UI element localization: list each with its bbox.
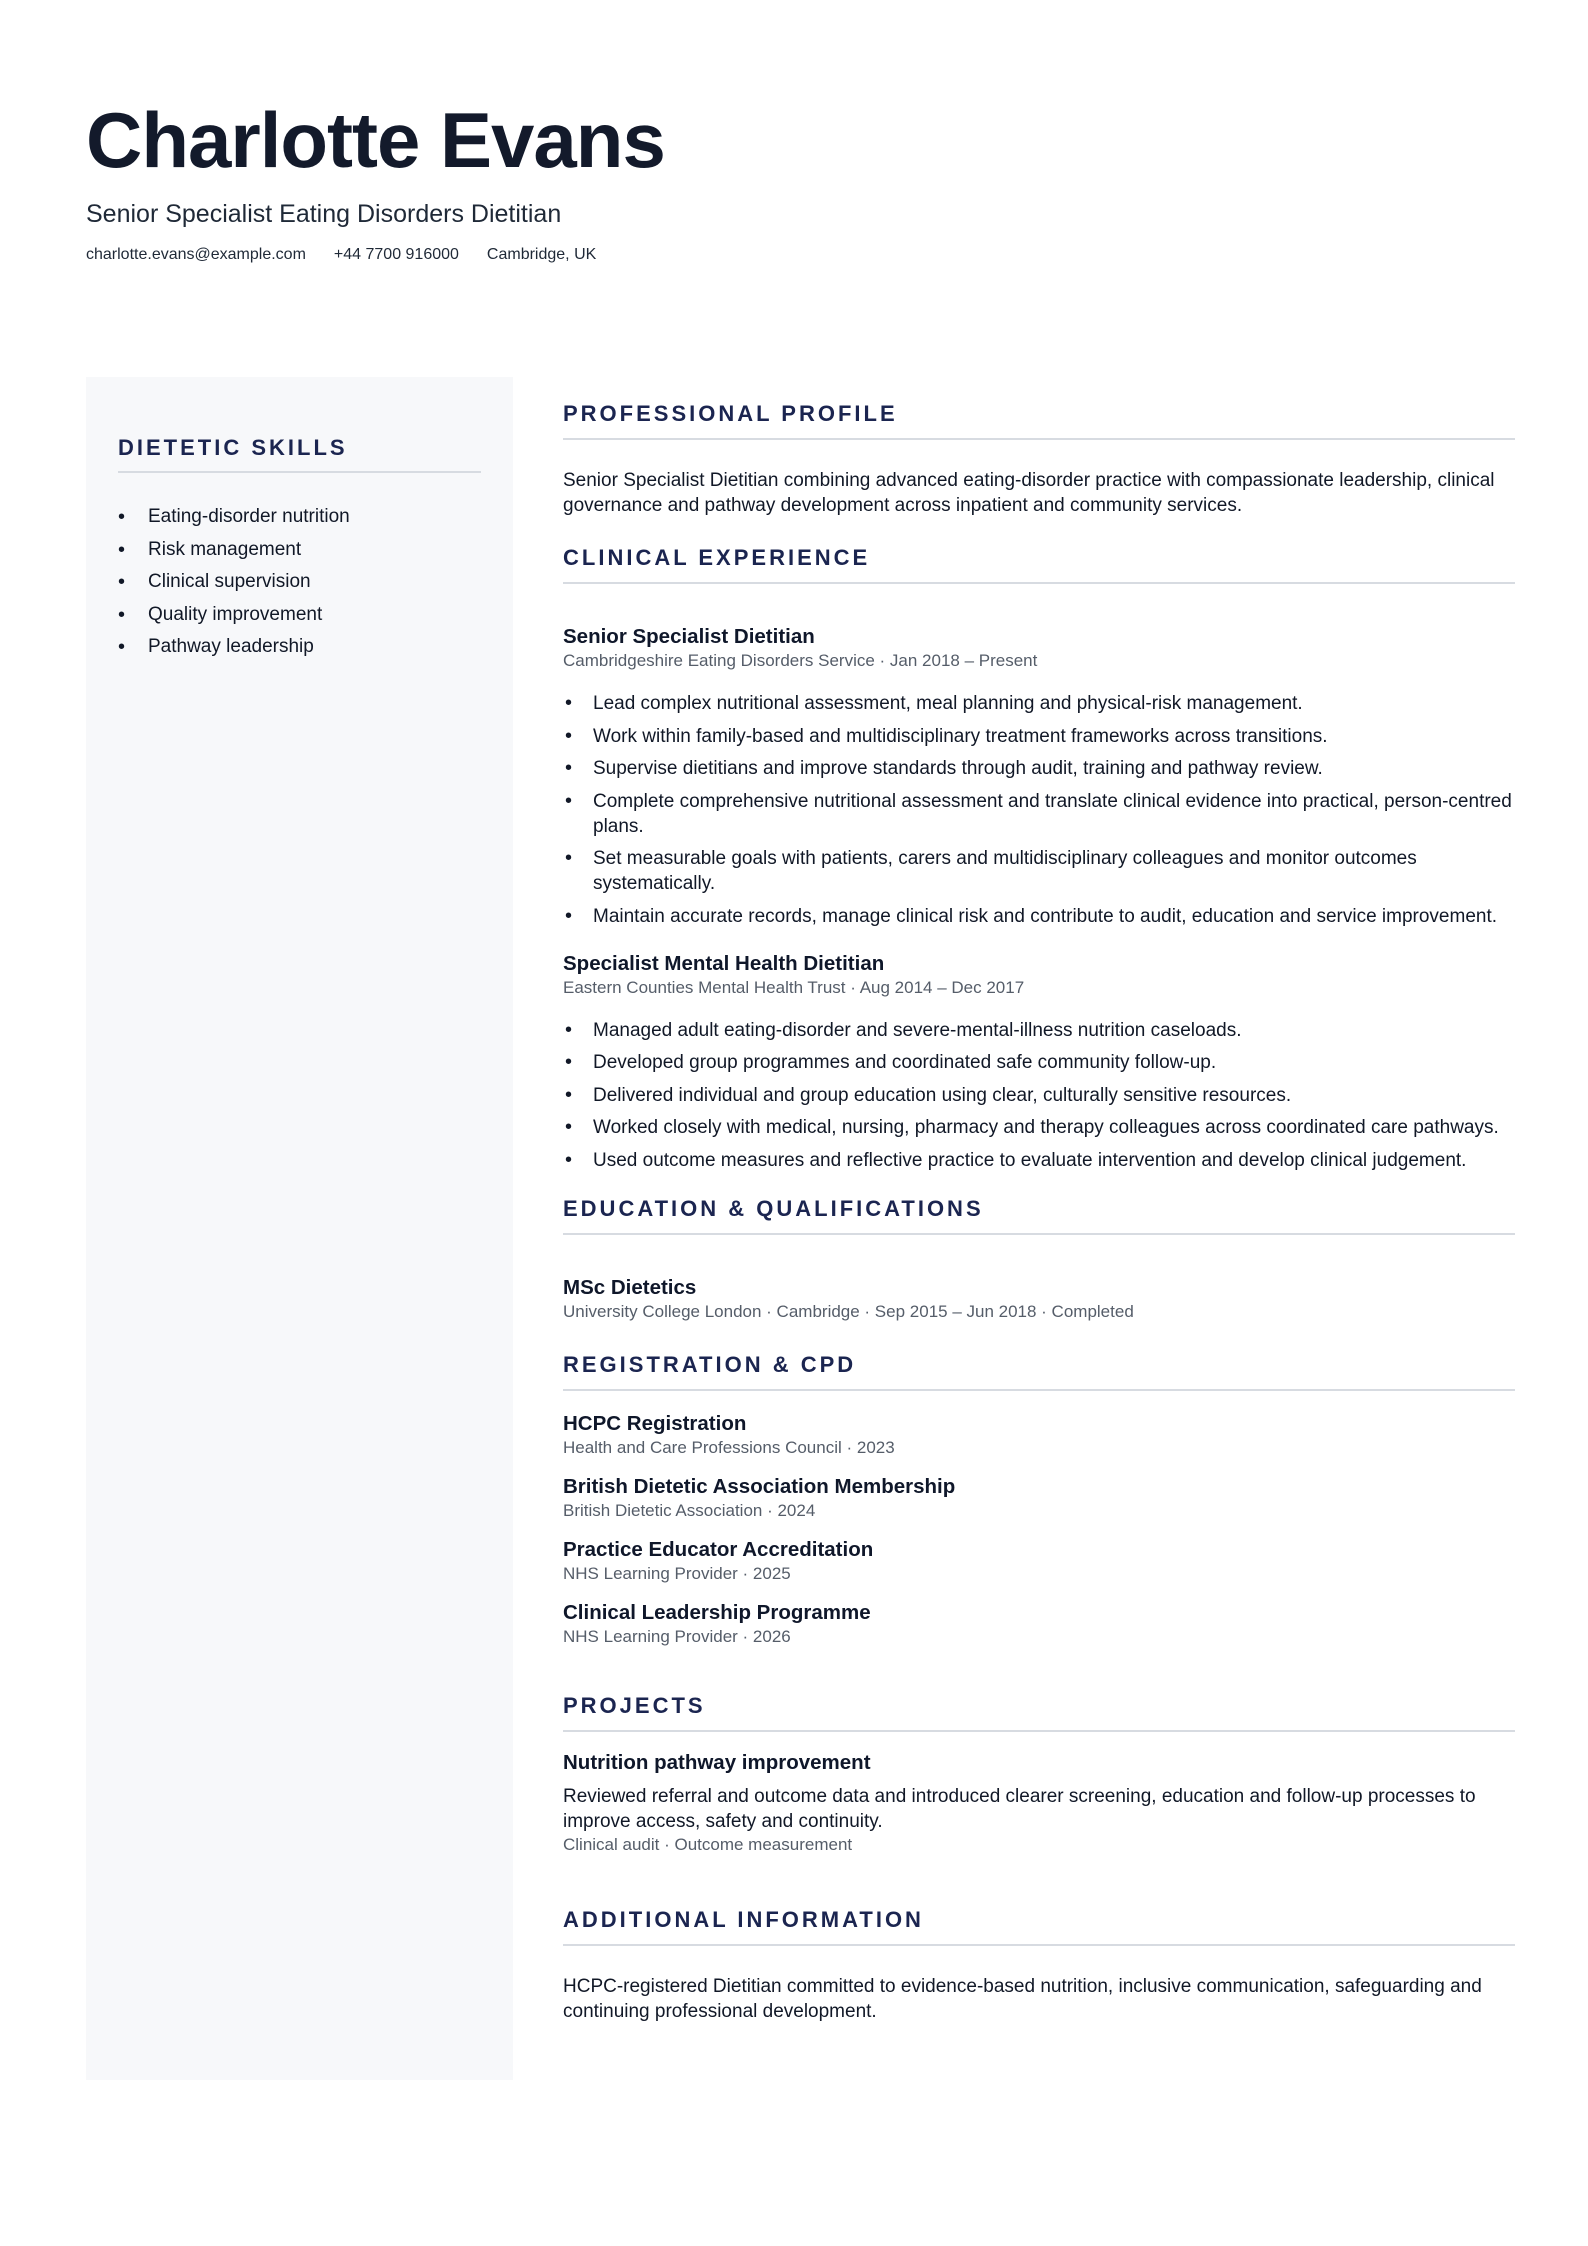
job-bullets: [563, 1018, 1515, 1173]
project-entry: [563, 1750, 1515, 1856]
sidebar: [86, 377, 513, 2080]
registration-meta: British Dietetic Association · 2024: [563, 1500, 816, 1520]
resume-header: [86, 92, 1506, 264]
education-entry: [563, 1275, 1515, 1323]
skill-item: • Quality improvement: [118, 599, 481, 632]
experience-heading: CLINICAL EXPERIENCE: [563, 544, 1515, 584]
skills-list: [118, 501, 481, 664]
contact-row: [86, 246, 1506, 264]
degree-title: MSc Dietetics: [563, 1275, 697, 1299]
main-content: [563, 400, 1515, 2024]
projects-heading: PROJECTS: [563, 1692, 1515, 1732]
project-text: Reviewed referral and outcome data and introduced clearer screening, education and follow-up processes to improve access, safety and continuity.: [563, 1785, 1476, 1832]
additional-text: HCPC-registered Dietitian committed to evidence-based nutrition, inclusive communication, safeguarding and continuing professional development.: [563, 1975, 1482, 2022]
registration-item: [563, 1537, 1515, 1585]
job-bullet: • Set measurable goals with patients, carers and multidisciplinary colleagues and monitor outcomes systematically.: [563, 846, 1515, 896]
job-entry: [563, 624, 1515, 929]
registration-list: [563, 1411, 1515, 1648]
registration-item: [563, 1474, 1515, 1522]
candidate-title: Senior Specialist Eating Disorders Dietitian: [86, 200, 562, 228]
skill-item: • Risk management: [118, 534, 481, 567]
project-title: Nutrition pathway improvement: [563, 1750, 871, 1774]
job-bullet: • Complete comprehensive nutritional assessment and translate clinical evidence into practical, person-centred plans.: [563, 789, 1515, 839]
job-meta: Cambridgeshire Eating Disorders Service · Jan 2018 – Present: [563, 651, 1038, 670]
job-bullet: • Managed adult eating-disorder and severe-mental-illness nutrition caseloads.: [563, 1018, 1515, 1043]
job-bullet: • Used outcome measures and reflective practice to evaluate intervention and develop clinical judgement.: [563, 1148, 1515, 1173]
degree-meta: University College London · Cambridge · Sep 2015 – Jun 2018 · Completed: [563, 1301, 1134, 1321]
candidate-name: Charlotte Evans: [86, 96, 665, 184]
job-bullets: [563, 691, 1515, 929]
job-bullet: • Supervise dietitians and improve standards through audit, training and pathway review.: [563, 756, 1515, 781]
registration-name: Clinical Leadership Programme: [563, 1600, 871, 1624]
registration-meta: NHS Learning Provider · 2025: [563, 1563, 791, 1583]
registration-name: British Dietetic Association Membership: [563, 1474, 956, 1498]
registration-name: Practice Educator Accreditation: [563, 1537, 874, 1561]
education-heading: EDUCATION & QUALIFICATIONS: [563, 1195, 1515, 1235]
contact-phone[interactable]: +44 7700 916000: [333, 246, 459, 263]
registration-name: HCPC Registration: [563, 1411, 747, 1435]
job-bullet: • Developed group programmes and coordinated safe community follow-up.: [563, 1050, 1515, 1075]
job-entry: [563, 951, 1515, 1173]
registration-meta: Health and Care Professions Council · 2023: [563, 1437, 895, 1457]
job-meta: Eastern Counties Mental Health Trust · Aug 2014 – Dec 2017: [563, 977, 1025, 997]
job-title: Senior Specialist Dietitian: [563, 625, 815, 648]
contact-location: Cambridge, UK: [486, 246, 597, 263]
job-title: Specialist Mental Health Dietitian: [563, 951, 885, 975]
skill-item: • Clinical supervision: [118, 566, 481, 599]
registration-heading: REGISTRATION & CPD: [563, 1351, 1515, 1391]
job-bullet: • Work within family-based and multidisciplinary treatment frameworks across transitions.: [563, 724, 1515, 749]
job-bullet: • Worked closely with medical, nursing, pharmacy and therapy colleagues across coordinated care pathways.: [563, 1115, 1515, 1140]
skill-item: • Pathway leadership: [118, 631, 481, 664]
contact-email[interactable]: charlotte.evans@example.com: [86, 246, 306, 263]
skills-heading: DIETETIC SKILLS: [118, 435, 481, 473]
profile-text: Senior Specialist Dietitian combining advanced eating-disorder practice with compassionate leadership, clinical governance and pathway development across inpatient and community services.: [563, 470, 1495, 516]
job-bullet: • Maintain accurate records, manage clinical risk and contribute to audit, education and service improvement.: [563, 904, 1515, 929]
job-bullet: • Lead complex nutritional assessment, meal planning and physical-risk management.: [563, 691, 1515, 716]
additional-heading: ADDITIONAL INFORMATION: [563, 1906, 1515, 1946]
registration-meta: NHS Learning Provider · 2026: [563, 1626, 791, 1646]
profile-heading: PROFESSIONAL PROFILE: [563, 400, 1515, 440]
job-bullet: • Delivered individual and group education using clear, culturally sensitive resources.: [563, 1083, 1515, 1108]
registration-item: [563, 1411, 1515, 1459]
skill-item: • Eating-disorder nutrition: [118, 501, 481, 534]
registration-item: [563, 1600, 1515, 1648]
project-tags: Clinical audit · Outcome measurement: [563, 1834, 853, 1854]
